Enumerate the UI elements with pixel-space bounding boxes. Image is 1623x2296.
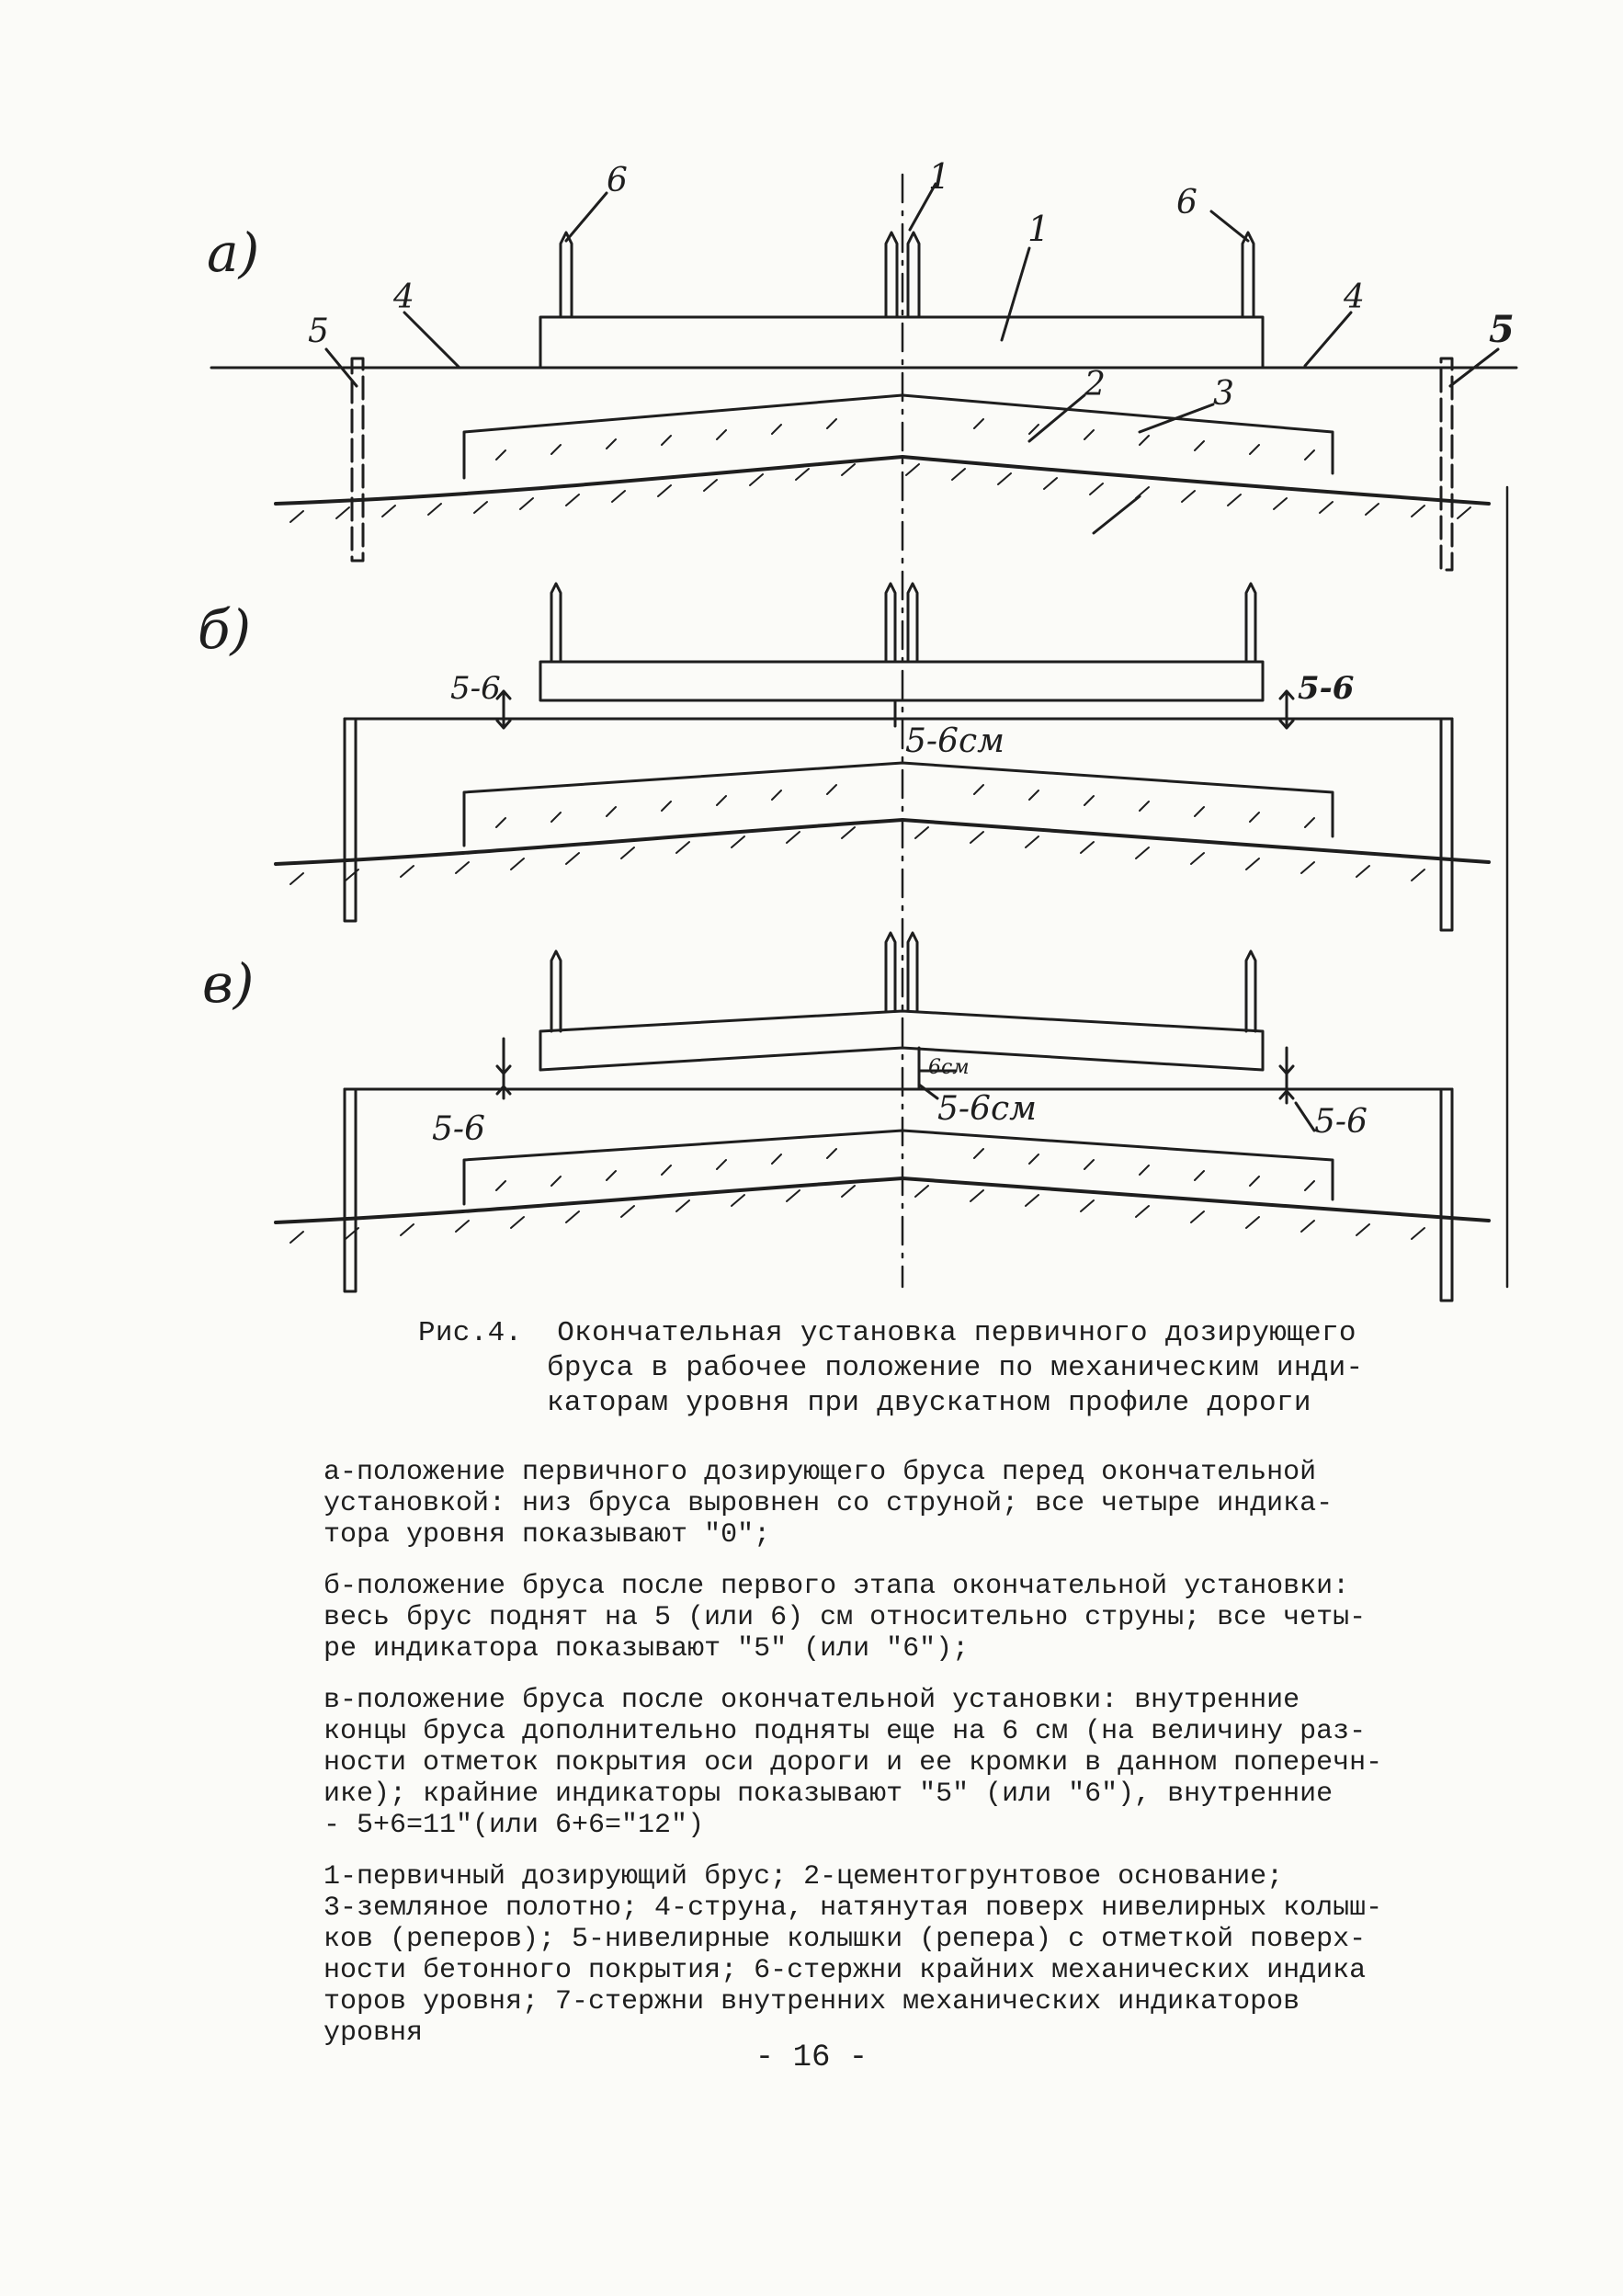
callout-4-left: 4: [393, 278, 414, 316]
outer-rod-right: [1246, 951, 1255, 1031]
caption-title: Рис.4. Окончательная установка первичного дозирующего: [418, 1317, 1356, 1349]
leader-1-beam: [1002, 248, 1029, 340]
dim-label-left: 5-6: [432, 1110, 485, 1148]
note-legend: 1-первичный дозирующий брус; 2-цементогрунтовое основание; 3-земляное полотно; 4-струна, натянутая поверх нивелирных колыш- ков (реперов); 5-нивелирные колышки (репера) с отметкой поверх- ности бетонного покрытия; 6-стержни крайних механических индика торов уровня; 7-стержни внутренних механических индикаторов уровня: [323, 1861, 1383, 2049]
outer-rod-right: [1243, 233, 1254, 317]
inner-rod-right: [908, 584, 917, 662]
caption-line: бруса в рабочее положение по механическим инди-: [547, 1352, 1364, 1384]
ground-hatching: [290, 1186, 1424, 1243]
stake-right: [1441, 719, 1452, 930]
callout-5-left: 5: [308, 313, 329, 350]
leader-4-right: [1305, 313, 1351, 366]
panel-label-b: б): [198, 598, 252, 661]
dim-label-6cm: 6см: [928, 1056, 970, 1079]
dim-label-center: 5-6см: [905, 722, 1004, 760]
ground-surface: [276, 1178, 1489, 1222]
outer-rod-left: [561, 233, 572, 317]
leader-ground: [1094, 496, 1140, 533]
ground-surface: [276, 457, 1489, 504]
base-hatching: [496, 1149, 1314, 1190]
leader-4-left: [404, 313, 460, 368]
dim-label-right: 5-6: [1298, 670, 1355, 707]
stake-left: [345, 719, 356, 921]
panel-label-c: в): [202, 952, 255, 1015]
note-a: а-положение первичного дозирующего бруса перед окончательной установкой: низ бруса выровнен со струной; все четыре индика- тора уровня показывают "0";: [323, 1457, 1334, 1551]
callout-3: 3: [1213, 375, 1234, 413]
callout-5-right: 5: [1489, 308, 1515, 351]
note-c: в-положение бруса после окончательной установки: внутренние концы бруса дополнительно подняты еще на 6 см (на величину раз- ности отметок покрытия оси дороги и ее кромки в данном поперечн- ике); крайние индикаторы показывают "5" (или "6"), внутренние - 5+6=11"(или 6+6="12"): [323, 1685, 1383, 1841]
inner-rod-left: [886, 233, 897, 317]
cement-soil-base: [464, 763, 1333, 846]
inner-rod-right: [908, 933, 917, 1011]
ground-hatching: [290, 827, 1424, 884]
panel-a: [211, 184, 1516, 570]
base-hatching: [496, 419, 1314, 460]
stake-left: [345, 1089, 356, 1291]
leader-6-left: [566, 193, 607, 241]
callout-1-top: 1: [928, 156, 951, 197]
note-b: б-положение бруса после первого этапа окончательной установки: весь брус поднят на 5 (или 6) см относительно струны; все четы- ре индикатора показывают "5" (или "6");: [323, 1571, 1367, 1665]
figure-caption: [418, 1316, 1484, 1421]
cement-soil-base: [464, 1131, 1333, 1204]
callout-6-left: 6: [607, 162, 628, 199]
caption-line: каторам уровня при двускатном профиле дороги: [547, 1387, 1311, 1419]
outer-rod-left: [551, 584, 561, 662]
stake-right: [1441, 1089, 1452, 1301]
outer-rod-left: [551, 951, 561, 1031]
callout-1-beam: 1: [1027, 209, 1050, 249]
callout-2: 2: [1084, 366, 1106, 404]
dim-label-right: 5-6: [1314, 1103, 1368, 1141]
callout-4-right: 4: [1344, 278, 1365, 316]
panel-b: [276, 584, 1489, 930]
leader-6-right: [1211, 211, 1248, 241]
panel-label-a: а): [207, 222, 260, 284]
leader-2: [1029, 395, 1084, 441]
leader-3: [1140, 404, 1213, 432]
dim-label-left: 5-6: [450, 670, 501, 707]
dimension-right: [1280, 691, 1293, 728]
page-number: - 16 -: [755, 2040, 868, 2075]
dimension-right-hook: [1296, 1103, 1314, 1131]
inner-rod-right: [908, 233, 919, 317]
inner-rod-left: [886, 933, 895, 1011]
figure-notes: [323, 1457, 1483, 2069]
inner-rod-left: [886, 584, 895, 662]
callout-6-right: 6: [1176, 184, 1197, 222]
stake-left: [352, 358, 363, 561]
dim-label-center: 5-6см: [937, 1090, 1037, 1128]
dimension-right: [1280, 1048, 1293, 1103]
stake-right: [1441, 358, 1452, 570]
outer-rod-right: [1246, 584, 1255, 662]
